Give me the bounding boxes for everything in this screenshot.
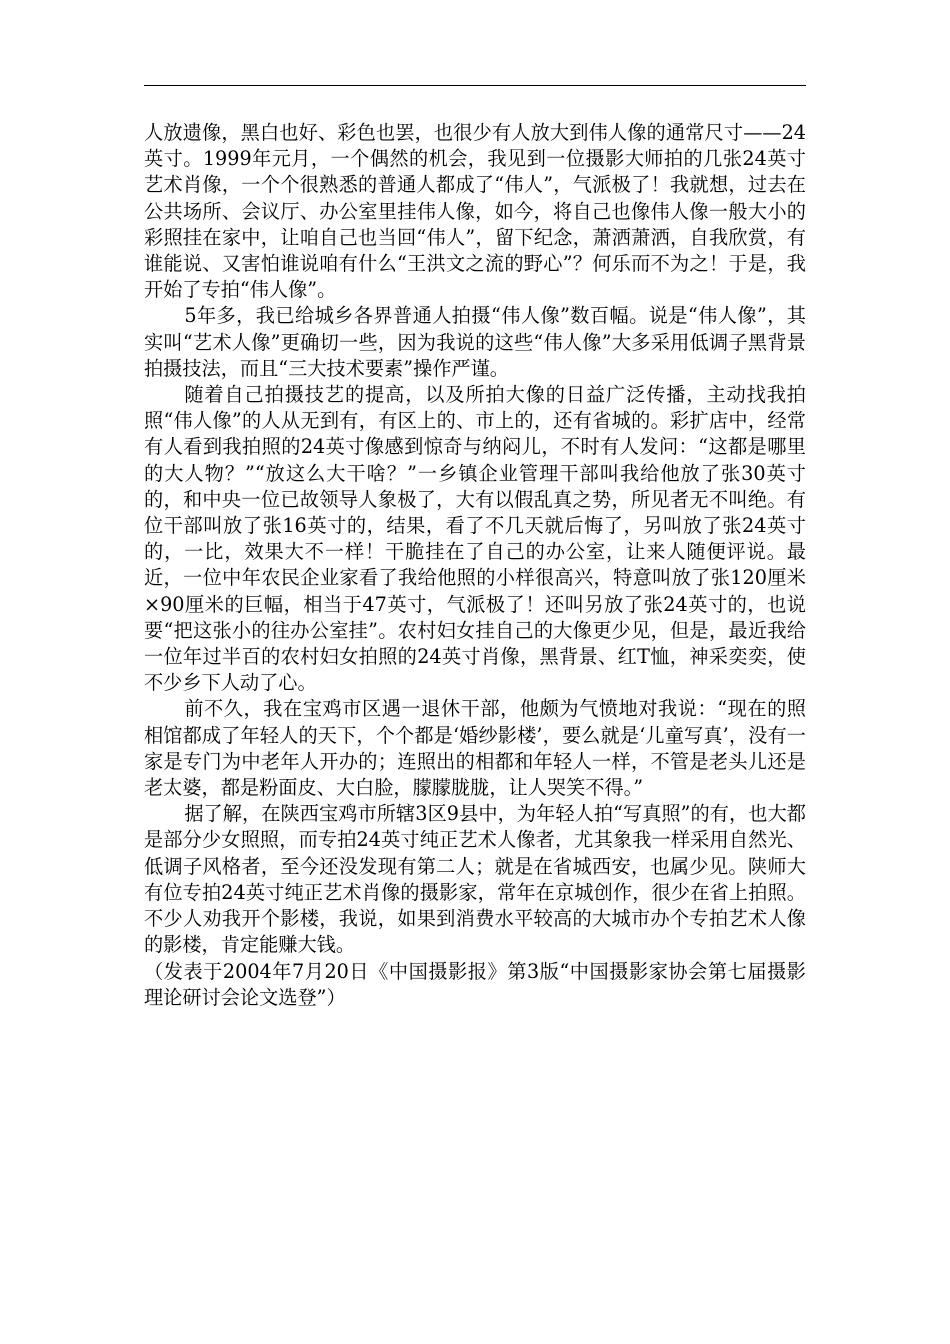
paragraph-growing-demand: 随着自己拍摄技艺的提高，以及所拍大像的日益广泛传播，主动找我拍照“伟人像”的人从无到有，有区上的、市上的，还有省城的。彩扩店中，经常有人看到我拍照的24英寸像感到惊奇与纳闷儿，不时有人发问：“这都是哪里的大人物？”“放这么大干啥？”一乡镇企业管理干部叫我给他放了张30英寸的，和中央一位已故领导人象极了，大有以假乱真之势，所见者无不叫绝。有位干部叫放了张16英寸的，结果，看了不几天就后悔了，另叫放了张24英寸的，一比，效果大不一样！干脆挂在了自己的办公室，让来人随便评说。最近，一位中年农民企业家看了我给他照的小样很高兴，特意叫放了张120厘米×90厘米的巨幅，相当于47英寸，气派极了！还叫另放了张24英寸的，也说要“把这张小的往办公室挂”。农村妇女挂自己的大像更少见，但是，最近我给一位年过半百的农村妇女拍照的24英寸肖像，黑背景、红T恤，神采奕奕，使不少乡下人动了心。 xyxy=(144,383,806,695)
article-body xyxy=(144,120,806,1011)
paragraph-five-years: 5年多，我已给城乡各界普通人拍摄“伟人像”数百幅。说是“伟人像”，其实叫“艺术人像”更确切一些，因为我说的这些“伟人像”大多采用低调子黑背景拍摄技法，而且“三大技术要素”操作严谨。 xyxy=(144,304,806,380)
header-rule xyxy=(144,85,806,86)
publication-note: （发表于2004年7月20日《中国摄影报》第3版“中国摄影家协会第七届摄影理论研讨会论文选登”） xyxy=(144,959,806,1009)
paragraph-continuation: 人放遗像，黑白也好、彩色也罢，也很少有人放大到伟人像的通常尺寸——24英寸。1999年元月，一个偶然的机会，我见到一位摄影大师拍的几张24英寸艺术肖像，一个个很熟悉的普通人都成了“伟人”，气派极了！我就想，过去在公共场所、会议厅、办公室里挂伟人像，如今，将自己也像伟人像一般大小的彩照挂在家中，让咱自己也当回“伟人”，留下纪念，萧洒萧洒，自我欣赏，有谁能说、又害怕谁说咱有什么“王洪文之流的野心”？何乐而不为之！于是，我开始了专拍“伟人像”。 xyxy=(144,121,806,302)
paragraph-local-survey: 据了解，在陕西宝鸡市所辖3区9县中，为年轻人拍“写真照”的有，也大都是部分少女照照，而专拍24英寸纯正艺术人像者，尤其象我一样采用自然光、低调子风格者，至今还没发现有第二人；就是在省城西安，也属少见。陕师大有位专拍24英寸纯正艺术肖像的摄影家，常年在京城创作，很少在省上拍照。不少人劝我开个影楼，我说，如果到消费水平较高的大城市办个专拍艺术人像的影楼，肯定能赚大钱。 xyxy=(144,802,806,957)
paragraph-retired-cadre: 前不久，我在宝鸡市区遇一退休干部，他颇为气愤地对我说：“现在的照相馆都成了年轻人的天下，个个都是‘婚纱影楼’，要么就是‘儿童写真’，没有一家是专门为中老年人开办的；连照出的相都和年轻人一样，不管是老头儿还是老太婆，都是粉面皮、大白脸，朦朦胧胧，让人哭笑不得。” xyxy=(144,697,806,800)
